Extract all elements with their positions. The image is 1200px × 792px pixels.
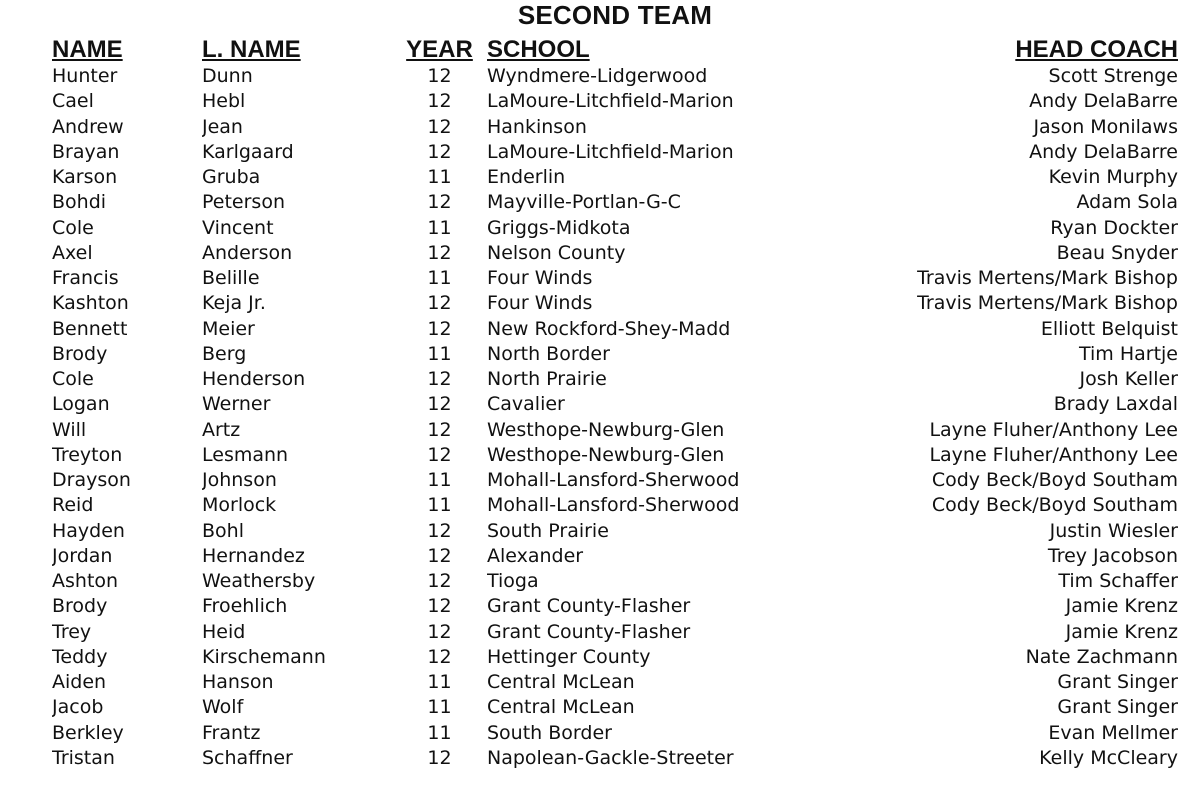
- cell-head-coach: Elliott Belquist: [1040, 317, 1178, 340]
- cell-school: Enderlin: [487, 166, 566, 188]
- cell-head-coach: Grant Singer: [1057, 671, 1178, 693]
- cell-head-coach: Jamie Krenz: [1065, 620, 1178, 643]
- cell-school: Grant County-Flasher: [487, 620, 691, 643]
- cell-last-name: Hanson: [202, 671, 274, 693]
- column-header-head-coach: HEAD COACH: [1015, 36, 1178, 63]
- cell-school: Grant County-Flasher: [487, 595, 691, 618]
- cell-first-name: Jacob: [52, 696, 104, 719]
- cell-head-coach: Trey Jacobson: [1047, 544, 1178, 567]
- cell-first-name: Teddy: [52, 645, 108, 668]
- table-row: [52, 594, 1178, 619]
- cell-first-name: Reid: [52, 494, 94, 517]
- cell-year: 11: [427, 267, 452, 289]
- cell-head-coach: Tim Schaffer: [1058, 570, 1178, 592]
- table-row: [52, 620, 1178, 645]
- cell-last-name: Werner: [202, 393, 271, 416]
- cell-year: 12: [427, 519, 452, 542]
- cell-first-name: Treyton: [52, 443, 123, 466]
- cell-first-name: Brody: [52, 595, 108, 618]
- cell-head-coach: Scott Strenge: [1048, 65, 1178, 87]
- cell-school: Cavalier: [487, 393, 565, 416]
- cell-school: Hettinger County: [487, 645, 651, 668]
- table-row: [52, 367, 1178, 392]
- table-row: [52, 140, 1178, 165]
- table-row: [52, 241, 1178, 266]
- cell-school: Mohall-Lansford-Sherwood: [487, 494, 740, 517]
- cell-year: 12: [427, 140, 452, 163]
- cell-year: 12: [427, 418, 452, 441]
- cell-first-name: Jordan: [52, 544, 113, 567]
- cell-last-name: Berg: [202, 342, 247, 365]
- column-header-name: NAME: [52, 36, 123, 63]
- cell-head-coach: Beau Snyder: [1056, 241, 1178, 264]
- cell-school: South Prairie: [487, 519, 609, 542]
- cell-year: 12: [427, 570, 452, 592]
- cell-head-coach: Adam Sola: [1076, 191, 1178, 214]
- cell-year: 12: [427, 241, 452, 264]
- table-row: [52, 291, 1178, 316]
- cell-head-coach: Kelly McCleary: [1039, 746, 1178, 769]
- cell-head-coach: Layne Fluher/Anthony Lee: [929, 418, 1178, 441]
- cell-first-name: Ashton: [52, 570, 119, 592]
- cell-year: 11: [427, 671, 452, 693]
- cell-head-coach: Nate Zachmann: [1025, 645, 1178, 668]
- cell-last-name: Bohl: [202, 519, 244, 542]
- cell-year: 12: [427, 544, 452, 567]
- cell-head-coach: Travis Mertens/Mark Bishop: [917, 267, 1178, 289]
- table-row: [52, 266, 1178, 291]
- table-row: [52, 89, 1178, 114]
- cell-year: 12: [427, 90, 452, 113]
- cell-school: Four Winds: [487, 267, 593, 289]
- cell-first-name: Bennett: [52, 317, 128, 340]
- cell-year: 12: [427, 393, 452, 416]
- cell-first-name: Cael: [52, 90, 94, 113]
- cell-school: Central McLean: [487, 671, 635, 693]
- cell-last-name: Hebl: [202, 90, 246, 113]
- cell-last-name: Kirschemann: [202, 645, 326, 668]
- cell-school: New Rockford-Shey-Madd: [487, 317, 731, 340]
- cell-first-name: Aiden: [52, 671, 107, 693]
- cell-last-name: Vincent: [202, 216, 274, 239]
- table-row: [52, 493, 1178, 518]
- cell-year: 11: [427, 696, 452, 719]
- cell-school: Alexander: [487, 544, 584, 567]
- cell-head-coach: Ryan Dockter: [1050, 216, 1178, 239]
- cell-school: Wyndmere-Lidgerwood: [487, 65, 708, 87]
- cell-head-coach: Layne Fluher/Anthony Lee: [929, 443, 1178, 466]
- table-row: [52, 317, 1178, 342]
- cell-last-name: Belille: [202, 267, 260, 289]
- cell-year: 11: [427, 494, 452, 517]
- cell-year: 12: [427, 191, 452, 214]
- cell-last-name: Artz: [202, 418, 241, 441]
- cell-head-coach: Evan Mellmer: [1048, 721, 1178, 744]
- cell-first-name: Karson: [52, 166, 118, 188]
- cell-first-name: Will: [52, 418, 87, 441]
- cell-year: 12: [427, 292, 452, 315]
- cell-last-name: Keja Jr.: [202, 292, 266, 315]
- table-row: [52, 695, 1178, 720]
- cell-head-coach: Tim Hartje: [1078, 342, 1178, 365]
- cell-year: 12: [427, 443, 452, 466]
- cell-head-coach: Cody Beck/Boyd Southam: [931, 494, 1178, 517]
- cell-first-name: Brayan: [52, 140, 120, 163]
- table-row: [52, 190, 1178, 215]
- cell-head-coach: Andy DelaBarre: [1029, 140, 1178, 163]
- table-row: [52, 468, 1178, 493]
- cell-head-coach: Cody Beck/Boyd Southam: [931, 469, 1178, 491]
- table-row: [52, 670, 1178, 695]
- cell-head-coach: Kevin Murphy: [1048, 166, 1178, 188]
- table-header: [52, 36, 1178, 64]
- cell-head-coach: Jason Monilaws: [1033, 115, 1178, 138]
- cell-head-coach: Jamie Krenz: [1065, 595, 1178, 618]
- cell-last-name: Schaffner: [202, 746, 293, 769]
- cell-school: Westhope-Newburg-Glen: [487, 443, 725, 466]
- cell-first-name: Cole: [52, 216, 94, 239]
- cell-last-name: Froehlich: [202, 595, 288, 618]
- cell-first-name: Logan: [52, 393, 110, 416]
- cell-last-name: Karlgaard: [202, 140, 294, 163]
- cell-last-name: Jean: [202, 115, 243, 138]
- cell-school: Griggs-Midkota: [487, 216, 631, 239]
- cell-school: Mohall-Lansford-Sherwood: [487, 469, 740, 491]
- cell-school: LaMoure-Litchfield-Marion: [487, 140, 734, 163]
- table-row: [52, 544, 1178, 569]
- cell-school: LaMoure-Litchfield-Marion: [487, 90, 734, 113]
- table-row: [52, 443, 1178, 468]
- cell-head-coach: Andy DelaBarre: [1029, 90, 1178, 113]
- cell-year: 11: [427, 216, 452, 239]
- cell-school: Mayville-Portlan-G-C: [487, 191, 681, 214]
- cell-last-name: Hernandez: [202, 544, 305, 567]
- cell-last-name: Johnson: [202, 469, 277, 491]
- cell-year: 12: [427, 620, 452, 643]
- cell-year: 12: [427, 746, 452, 769]
- cell-first-name: Hunter: [52, 65, 118, 87]
- table-row: [52, 569, 1178, 594]
- cell-last-name: Weathersby: [202, 570, 316, 592]
- cell-first-name: Drayson: [52, 469, 131, 491]
- table-body: [52, 64, 1178, 771]
- column-header-school: SCHOOL: [487, 36, 590, 63]
- table-row: [52, 418, 1178, 443]
- cell-school: Central McLean: [487, 696, 635, 719]
- column-header-year: YEAR: [406, 36, 473, 63]
- cell-school: South Border: [487, 721, 612, 744]
- cell-first-name: Axel: [52, 241, 93, 264]
- cell-school: Four Winds: [487, 292, 593, 315]
- cell-last-name: Henderson: [202, 368, 306, 390]
- table-row: [52, 645, 1178, 670]
- cell-year: 12: [427, 115, 452, 138]
- header-row: [52, 36, 1178, 64]
- cell-last-name: Morlock: [202, 494, 277, 517]
- cell-last-name: Dunn: [202, 65, 253, 87]
- cell-head-coach: Josh Keller: [1079, 368, 1178, 390]
- cell-school: North Prairie: [487, 368, 607, 390]
- cell-head-coach: Travis Mertens/Mark Bishop: [917, 292, 1178, 315]
- table-row: [52, 216, 1178, 241]
- cell-school: Tioga: [487, 570, 539, 592]
- cell-year: 11: [427, 342, 452, 365]
- cell-year: 11: [427, 166, 452, 188]
- cell-first-name: Kashton: [52, 292, 129, 315]
- cell-year: 12: [427, 595, 452, 618]
- cell-last-name: Heid: [202, 620, 246, 643]
- table-row: [52, 746, 1178, 771]
- cell-school: Napolean-Gackle-Streeter: [487, 746, 734, 769]
- cell-last-name: Lesmann: [202, 443, 289, 466]
- cell-last-name: Peterson: [202, 191, 285, 214]
- cell-first-name: Trey: [52, 620, 92, 643]
- cell-first-name: Tristan: [52, 746, 115, 769]
- table-row: [52, 392, 1178, 417]
- roster-table: [52, 36, 1178, 771]
- cell-head-coach: Grant Singer: [1057, 696, 1178, 719]
- cell-year: 11: [427, 721, 452, 744]
- cell-year: 12: [427, 317, 452, 340]
- cell-year: 12: [427, 645, 452, 668]
- cell-year: 11: [427, 469, 452, 491]
- cell-year: 12: [427, 65, 452, 87]
- cell-last-name: Meier: [202, 317, 255, 340]
- cell-first-name: Bohdi: [52, 191, 107, 214]
- table-row: [52, 115, 1178, 140]
- cell-school: North Border: [487, 342, 610, 365]
- cell-head-coach: Justin Wiesler: [1049, 519, 1178, 542]
- cell-school: Westhope-Newburg-Glen: [487, 418, 725, 441]
- cell-last-name: Frantz: [202, 721, 261, 744]
- cell-first-name: Cole: [52, 368, 94, 390]
- cell-last-name: Gruba: [202, 166, 261, 188]
- table-row: [52, 519, 1178, 544]
- table-row: [52, 721, 1178, 746]
- cell-last-name: Wolf: [202, 696, 244, 719]
- cell-last-name: Anderson: [202, 241, 293, 264]
- cell-first-name: Andrew: [52, 115, 124, 138]
- column-header-last-name: L. NAME: [202, 36, 301, 63]
- cell-year: 12: [427, 368, 452, 390]
- cell-head-coach: Brady Laxdal: [1053, 393, 1178, 416]
- cell-first-name: Francis: [52, 267, 119, 289]
- table-row: [52, 342, 1178, 367]
- cell-school: Hankinson: [487, 115, 587, 138]
- cell-first-name: Berkley: [52, 721, 124, 744]
- cell-first-name: Hayden: [52, 519, 125, 542]
- table-row: [52, 64, 1178, 89]
- table-row: [52, 165, 1178, 190]
- page-title: SECOND TEAM: [517, 0, 713, 30]
- cell-school: Nelson County: [487, 241, 626, 264]
- cell-first-name: Brody: [52, 342, 108, 365]
